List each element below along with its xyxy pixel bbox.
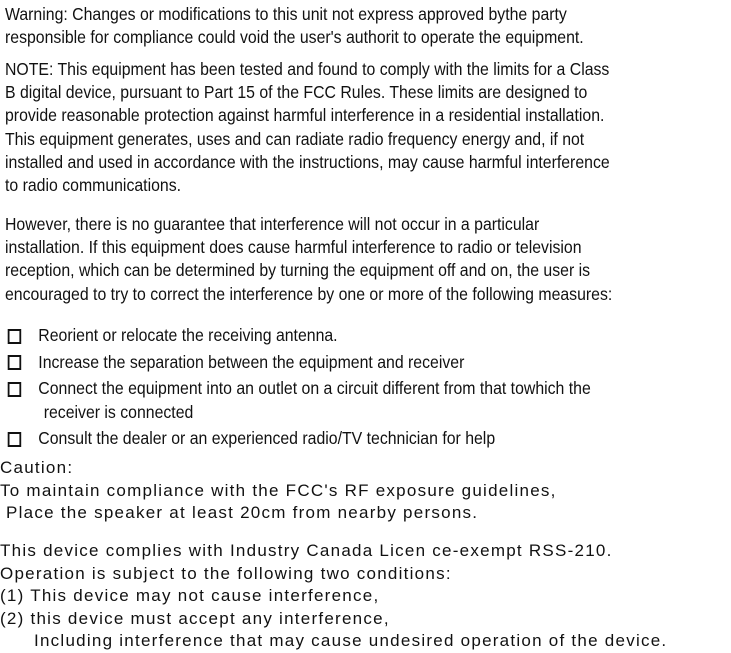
- measure-text-outlet-1: Connect the equipment into an outlet on a circuit different from that towhich the: [38, 378, 591, 399]
- caution-line-1: To maintain compliance with the FCC's RF exposure guidelines,: [0, 480, 557, 500]
- industry-line-4: (2) this device must accept any interference,: [0, 608, 390, 628]
- measure-text-outlet-2: receiver is connected: [43, 401, 194, 422]
- measure-text-consult: Consult the dealer or an experienced radio/TV technician for help: [38, 428, 496, 449]
- note-line-4: This equipment generates, uses and can radiate radio frequency energy and, if not: [5, 128, 585, 149]
- measure-item-separation: [5, 351, 712, 374]
- checkbox-icon: [8, 355, 21, 370]
- industry-line-2: Operation is subject to the following two conditions:: [0, 563, 452, 583]
- however-paragraph: [5, 213, 712, 306]
- measures-list: [5, 324, 712, 454]
- measure-item-outlet: [5, 377, 712, 423]
- measure-text-separation: Increase the separation between the equipment and receiver: [38, 351, 465, 372]
- warning-line-1: Warning: Changes or modifications to this unit not express approved bythe party: [5, 4, 567, 24]
- measure-text-reorient: Reorient or relocate the receiving antenna.: [38, 325, 338, 345]
- warning-paragraph: [5, 3, 712, 49]
- industry-line-5: Including interference that may cause undesired operation of the device.: [34, 631, 668, 650]
- checkbox-icon: [8, 432, 21, 447]
- note-paragraph: [5, 58, 712, 197]
- measure-item-consult: [5, 427, 712, 450]
- caution-title: Caution:: [0, 458, 74, 477]
- however-line-2: installation. If this equipment does cause harmful interference to radio or television: [5, 237, 582, 258]
- however-line-3: reception, which can be determined by turning the equipment off and on, the user is: [5, 260, 591, 281]
- checkbox-icon: [8, 329, 21, 344]
- however-line-1: However, there is no guarantee that interference will not occur in a particular: [5, 214, 540, 234]
- note-line-2: B digital device, pursuant to Part 15 of the FCC Rules. These limits are designed to: [5, 82, 588, 103]
- note-line-6: to radio communications.: [5, 175, 182, 196]
- note-line-3: provide reasonable protection against harmful interference in a residential installation.: [5, 105, 605, 126]
- however-line-4: encouraged to try to correct the interference by one or more of the following measures:: [5, 283, 613, 304]
- industry-line-1: This device complies with Industry Canada Licen ce-exempt RSS-210.: [0, 541, 613, 560]
- note-line-1: NOTE: This equipment has been tested and found to comply with the limits for a Class: [5, 59, 610, 79]
- industry-line-3: (1) This device may not cause interference,: [0, 586, 380, 605]
- note-line-5: installed and used in accordance with the instructions, may cause harmful interference: [5, 151, 610, 172]
- industry-canada-section: [0, 540, 731, 653]
- checkbox-icon: [8, 382, 21, 397]
- warning-line-2: responsible for compliance could void the user's authorit to operate the equipment.: [5, 27, 584, 48]
- caution-section: [0, 457, 731, 525]
- measure-item-reorient: [5, 324, 712, 347]
- caution-line-2: Place the speaker at least 20cm from nearby persons.: [6, 503, 479, 522]
